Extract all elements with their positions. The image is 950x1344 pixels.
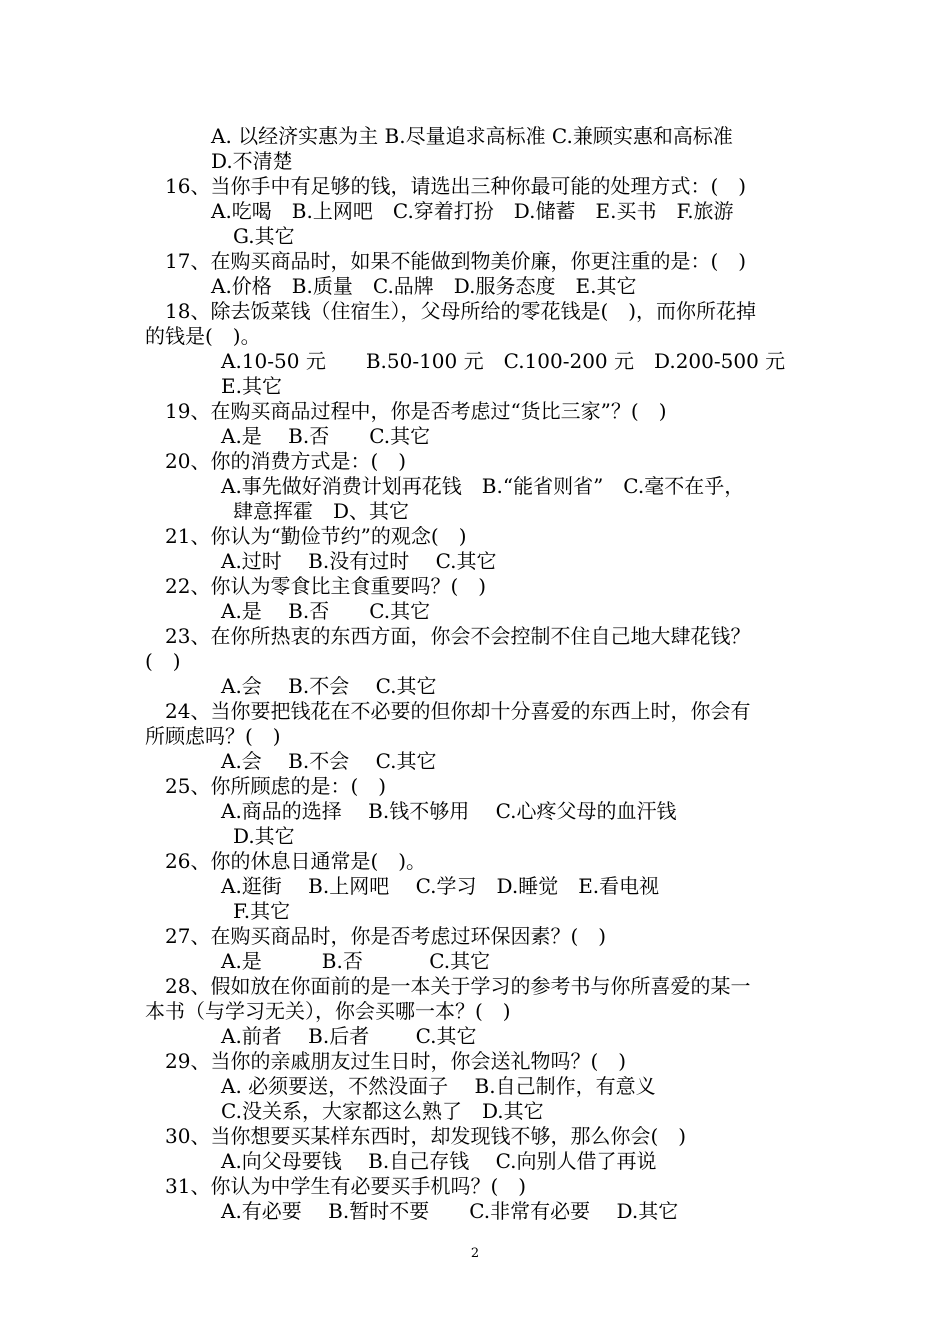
option-line: A.事先做好消费计划再花钱 B.“能省则省” C.毫不在乎， [221,474,745,498]
option-line: A.逛街 B.上网吧 C.学习 D.睡觉 E.看电视 [221,874,660,898]
question-line: 21、你认为“勤俭节约”的观念( ) [165,524,467,548]
question-line: 本书（与学习无关），你会买哪一本？( ) [145,999,511,1023]
option-line: A.是 B.否 C.其它 [221,599,431,623]
question-line: 26、你的休息日通常是( )。 [165,849,427,873]
question-line: 28、假如放在你面前的是一本关于学习的参考书与你所喜爱的某一 [165,974,751,998]
question-line: 24、当你要把钱花在不必要的但你却十分喜爱的东西上时，你会有 [165,699,751,723]
option-line: D.其它 [233,824,295,848]
option-line: F.其它 [233,899,291,923]
question-line: 16、当你手中有足够的钱，请选出三种你最可能的处理方式：( ) [165,174,747,198]
question-line: 31、你认为中学生有必要买手机吗？( ) [165,1174,527,1198]
option-line: A.会 B.不会 C.其它 [221,674,437,698]
option-line: A. 必须要送，不然没面子 B.自己制作，有意义 [221,1074,656,1098]
question-line: 17、在购买商品时，如果不能做到物美价廉，你更注重的是：( ) [165,249,747,273]
question-line: 29、当你的亲戚朋友过生日时，你会送礼物吗？( ) [165,1049,627,1073]
option-line: A.吃喝 B.上网吧 C.穿着打扮 D.储蓄 E.买书 F.旅游 [211,199,734,223]
option-line: A.是 B.否 C.其它 [221,949,491,973]
option-line: A. 以经济实惠为主 B.尽量追求高标准 C.兼顾实惠和高标准 [211,124,733,148]
option-line: A.是 B.否 C.其它 [221,424,431,448]
option-line: A.向父母要钱 B.自己存钱 C.向别人借了再说 [221,1149,657,1173]
question-line: 的钱是( )。 [145,324,261,348]
option-line: A.会 B.不会 C.其它 [221,749,437,773]
question-line: 22、你认为零食比主食重要吗？( ) [165,574,487,598]
option-line: A.价格 B.质量 C.品牌 D.服务态度 E.其它 [211,274,637,298]
option-line: A.过时 B.没有过时 C.其它 [221,549,497,573]
question-line: 20、你的消费方式是：( ) [165,449,407,473]
question-line: 27、在购买商品时，你是否考虑过环保因素？( ) [165,924,607,948]
option-line: D.不清楚 [211,149,293,173]
option-line: A.商品的选择 B.钱不够用 C.心疼父母的血汗钱 [221,799,677,823]
page-number: 2 [470,1246,480,1261]
question-line: 所顾虑吗？( ) [145,724,281,748]
question-line: 25、你所顾虑的是：( ) [165,774,387,798]
option-line: A.10-50 元 B.50-100 元 C.100-200 元 D.200-500 元 [221,349,786,373]
question-line: 18、除去饭菜钱（住宿生），父母所给的零花钱是( )，而你所花掉 [165,299,757,323]
question-line: ( ) [145,649,181,673]
question-line: 19、在购买商品过程中，你是否考虑过“货比三家”？( ) [165,399,667,423]
option-line: 肆意挥霍 D、其它 [233,499,410,523]
option-line: A.有必要 B.暂时不要 C.非常有必要 D.其它 [221,1199,679,1223]
option-line: C.没关系，大家都这么熟了 D.其它 [221,1099,544,1123]
option-line: E.其它 [221,374,282,398]
question-line: 30、当你想要买某样东西时，却发现钱不够，那么你会( ) [165,1124,687,1148]
option-line: G.其它 [233,224,295,248]
option-line: A.前者 B.后者 C.其它 [221,1024,477,1048]
question-line: 23、在你所热衷的东西方面，你会不会控制不住自己地大肆花钱？ [165,624,751,648]
